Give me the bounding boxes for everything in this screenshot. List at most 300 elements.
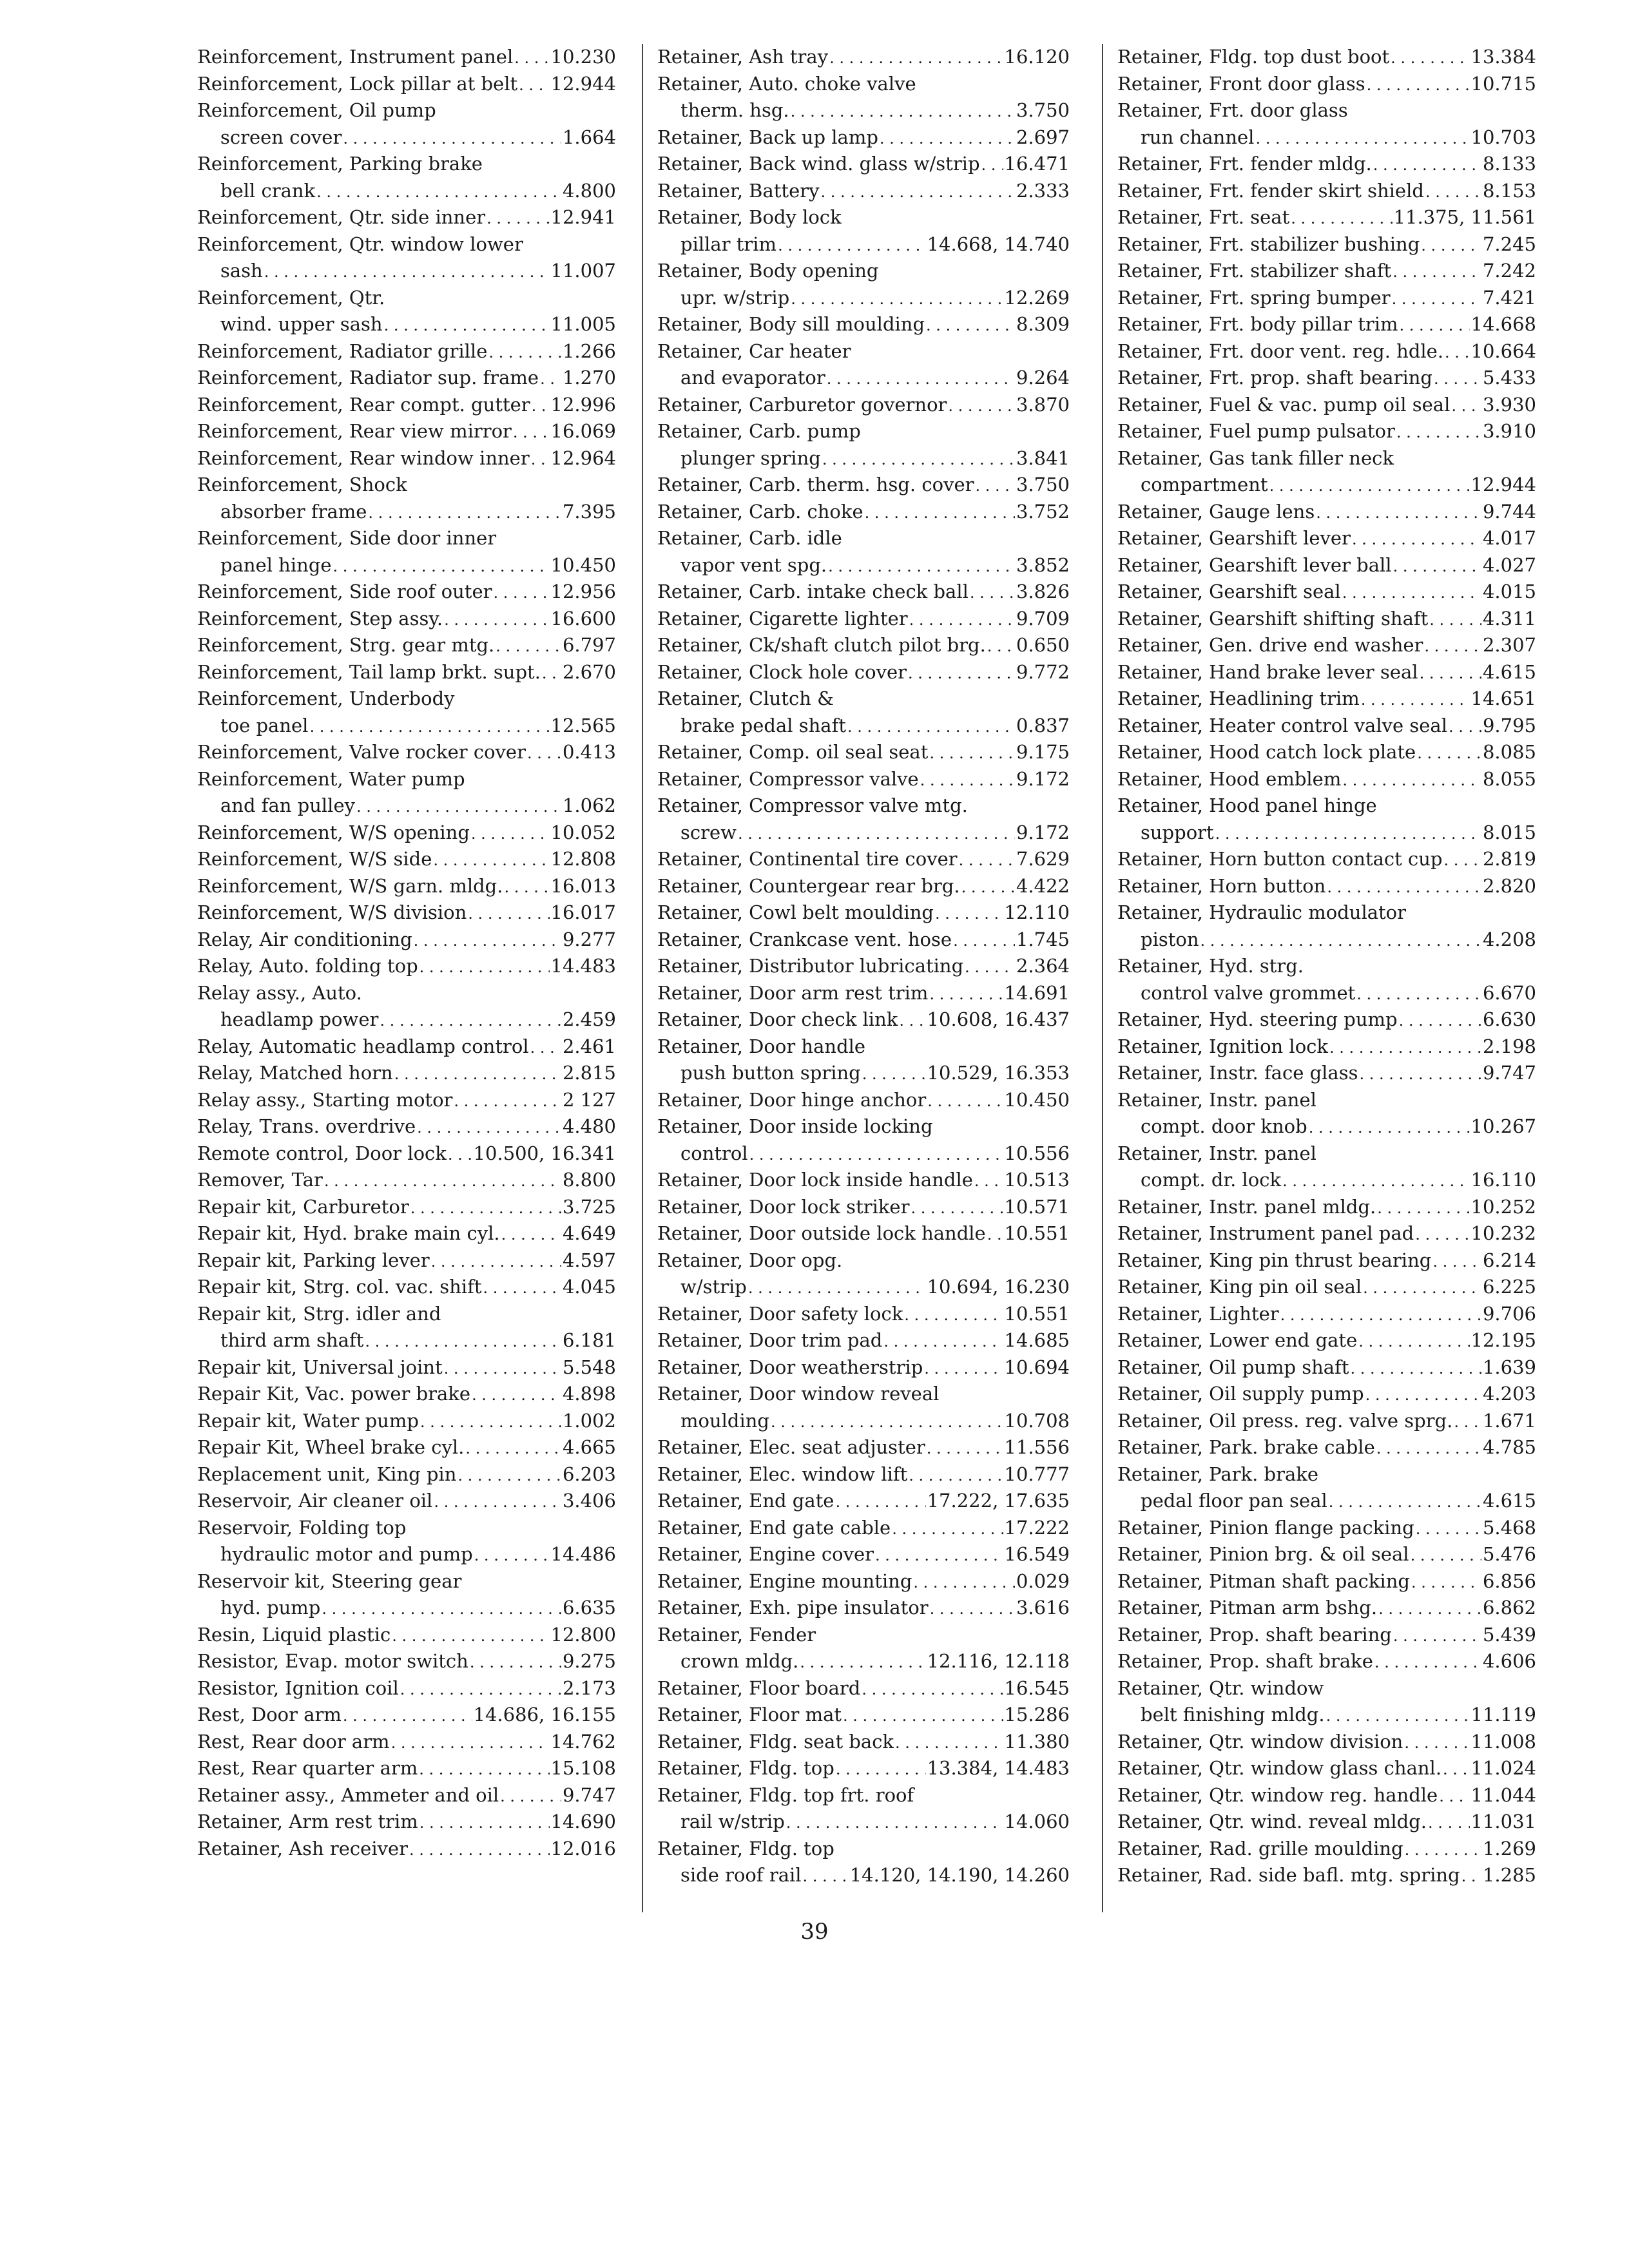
index-entry-reference: 11.031 xyxy=(1470,1811,1536,1832)
index-entry-reference: 4.898 xyxy=(562,1383,616,1405)
index-entry-term: control valve grommet xyxy=(1141,981,1356,1004)
dot-leader xyxy=(822,445,1015,472)
index-column-2 xyxy=(657,44,1070,1889)
index-entry-term: Retainer, Cigarette lighter xyxy=(657,607,908,629)
index-entry-term: Retainer, Gen. drive end washer xyxy=(1117,634,1423,656)
index-entry-term: absorber frame xyxy=(220,500,367,523)
dot-leader xyxy=(448,1140,472,1168)
index-entry-reference: 5.476 xyxy=(1482,1543,1536,1565)
index-entry-term: Retainer, Ash tray xyxy=(657,46,829,68)
dot-leader xyxy=(444,606,549,633)
index-entry-term: Retainer, Qtr. wind. reveal mldg. xyxy=(1117,1811,1427,1832)
index-entry-term: Retainer, Frt. door vent. reg. hdle. xyxy=(1117,340,1444,362)
index-entry xyxy=(657,1301,1070,1328)
dot-leader xyxy=(920,766,1015,793)
dot-leader xyxy=(527,739,561,766)
dot-leader xyxy=(333,552,550,579)
index-entry-term: Retainer, Fender xyxy=(657,1623,816,1646)
index-entry xyxy=(1117,980,1536,1007)
index-entry-term: piston xyxy=(1141,928,1199,950)
dot-leader xyxy=(778,231,926,258)
index-entry-reference: 6.670 xyxy=(1482,981,1536,1004)
dot-leader xyxy=(1425,178,1481,205)
index-entry-term: Retainer, Oil supply pump xyxy=(1117,1383,1364,1405)
index-entry-term: Retainer, Headlining trim xyxy=(1117,687,1360,709)
index-entry xyxy=(1117,820,1536,847)
index-entry xyxy=(657,1381,1070,1408)
dot-leader xyxy=(1432,1247,1481,1274)
index-entry-term: w/strip xyxy=(680,1276,747,1298)
index-entry xyxy=(197,418,616,445)
index-entry-reference: 4.480 xyxy=(562,1115,616,1137)
index-entry xyxy=(1117,365,1536,392)
dot-leader xyxy=(1439,1782,1469,1809)
index-entry-term: Retainer, Gearshift seal xyxy=(1117,581,1341,602)
index-entry-reference: 5.439 xyxy=(1482,1623,1536,1646)
index-entry xyxy=(197,686,616,713)
index-entry-term: Relay, Trans. overdrive xyxy=(197,1115,416,1137)
dot-leader xyxy=(1352,525,1481,552)
dot-leader xyxy=(1361,686,1470,713)
index-entry-term: screw xyxy=(680,821,737,843)
dot-leader xyxy=(409,1836,550,1863)
index-entry xyxy=(197,739,616,766)
index-entry-reference: 3.826 xyxy=(1016,581,1070,602)
dot-leader xyxy=(1280,1301,1481,1328)
index-entry xyxy=(657,151,1070,178)
index-entry-reference: 10.529, 16.353 xyxy=(927,1062,1070,1084)
index-entry xyxy=(1117,927,1536,954)
index-entry xyxy=(1117,1247,1536,1274)
index-entry-reference: 4.800 xyxy=(562,179,616,202)
dot-leader xyxy=(400,1675,561,1702)
dot-leader xyxy=(1316,499,1481,526)
index-entry xyxy=(1117,97,1536,124)
index-entry-reference: 4.665 xyxy=(562,1436,616,1458)
index-entry-reference: 2.459 xyxy=(562,1008,616,1030)
dot-leader xyxy=(948,392,1015,419)
index-entry xyxy=(657,686,1070,713)
index-entry xyxy=(657,1755,1070,1782)
index-entry xyxy=(1117,1461,1536,1488)
dot-leader xyxy=(1291,204,1392,231)
index-entry-reference: 0.029 xyxy=(1016,1570,1070,1592)
index-entry xyxy=(657,1087,1070,1114)
index-entry-term: Resistor, Evap. motor switch xyxy=(197,1650,468,1672)
index-entry-term: Retainer, Floor mat xyxy=(657,1704,842,1725)
index-entry xyxy=(1117,1675,1536,1702)
index-entry-reference: 10.608, 16.437 xyxy=(927,1008,1070,1030)
index-entry-reference: 1.062 xyxy=(562,794,616,816)
index-entry-term: Resin, Liquid plastic xyxy=(197,1623,391,1646)
index-entry-term: hydraulic motor and pump xyxy=(220,1543,473,1565)
index-entry xyxy=(657,1033,1070,1061)
dot-leader xyxy=(749,1140,1003,1168)
dot-leader xyxy=(771,1408,1003,1435)
index-entry-term: compt. door knob xyxy=(1141,1115,1307,1137)
index-entry xyxy=(657,44,1070,71)
index-entry-term: Retainer, Engine cover xyxy=(657,1543,874,1565)
index-entry-term: Relay assy., Auto. xyxy=(197,981,362,1004)
index-entry xyxy=(1117,1220,1536,1247)
index-entry-term: Retainer, Engine mounting xyxy=(657,1570,912,1592)
dot-leader xyxy=(1373,151,1481,178)
index-column-3 xyxy=(1117,44,1536,1889)
index-entry-reference: 8.133 xyxy=(1482,153,1536,175)
dot-leader xyxy=(1367,71,1470,98)
index-entry-reference: 4.615 xyxy=(1482,660,1536,683)
index-entry xyxy=(657,953,1070,980)
index-entry-reference: 4.027 xyxy=(1482,553,1536,576)
index-entry-term: Retainer, Carb. intake check ball xyxy=(657,581,969,602)
index-entry-reference: 4.208 xyxy=(1482,928,1536,950)
dot-leader xyxy=(419,1755,549,1782)
index-entry-term: Retainer, Oil press. reg. valve sprg. xyxy=(1117,1409,1453,1432)
index-entry-reference: 3.750 xyxy=(1016,474,1070,495)
index-entry xyxy=(1117,1755,1536,1782)
index-entry xyxy=(1117,311,1536,338)
index-entry-reference: 10.052 xyxy=(550,821,616,843)
index-entry-term: Retainer, Gearshift shifting shaft xyxy=(1117,607,1429,629)
index-entry-term: Retainer, Distributor lubricating xyxy=(657,955,964,977)
index-entry xyxy=(1117,1809,1536,1836)
dot-leader xyxy=(468,899,549,927)
index-entry-term: Retainer, Instr. panel mldg. xyxy=(1117,1195,1376,1218)
dot-leader xyxy=(800,1648,925,1675)
dot-leader xyxy=(542,659,561,686)
index-entry xyxy=(1117,151,1536,178)
index-entry-reference: 4.597 xyxy=(562,1249,616,1271)
index-entry-reference: 10.551 xyxy=(1004,1302,1070,1325)
dot-leader xyxy=(926,311,1015,338)
index-entry-term: Retainer, Rad. grille moulding xyxy=(1117,1837,1403,1860)
dot-leader xyxy=(930,1595,1015,1622)
index-entry-term: Retainer, Compressor valve mtg. xyxy=(657,794,968,816)
index-entry-reference: 6.214 xyxy=(1482,1249,1536,1271)
index-entry-term: Retainer, Rad. side bafl. mtg. spring xyxy=(1117,1864,1460,1886)
index-entry xyxy=(1117,178,1536,205)
index-entry-reference: 16.110 xyxy=(1470,1169,1536,1191)
index-entry-term: Reinforcement, Parking brake xyxy=(197,153,483,175)
index-entry xyxy=(657,846,1070,873)
index-entry-term: Retainer, Fldg. top xyxy=(657,1837,834,1860)
index-entry-term: Retainer, Park. brake cable xyxy=(1117,1436,1375,1458)
index-entry xyxy=(197,1434,616,1461)
index-entry xyxy=(1117,1729,1536,1756)
index-entry-term: bell crank xyxy=(220,179,316,202)
dot-leader xyxy=(458,1461,561,1488)
dot-leader xyxy=(1342,579,1481,606)
index-entry-term: Retainer, Fldg. top frt. roof xyxy=(657,1783,914,1806)
index-entry-reference: 6.225 xyxy=(1482,1276,1536,1298)
index-entry-reference: 1.639 xyxy=(1482,1356,1536,1378)
index-entry-term: push button spring xyxy=(680,1062,861,1084)
dot-leader xyxy=(908,659,1015,686)
index-entry-term: wind. upper sash xyxy=(220,313,383,335)
index-entry-reference: 14.060 xyxy=(1004,1811,1070,1832)
index-entry-term: brake pedal shaft xyxy=(680,714,846,736)
index-entry xyxy=(1117,686,1536,713)
index-entry-term: Reservoir kit, Steering gear xyxy=(197,1570,462,1592)
index-entry xyxy=(197,178,616,205)
index-entry-term: Retainer, Hyd. steering pump xyxy=(1117,1008,1398,1030)
index-entry-reference: 5.548 xyxy=(562,1356,616,1378)
index-entry-term: Reinforcement, Side door inner xyxy=(197,527,497,549)
index-entry xyxy=(657,1862,1070,1889)
index-entry xyxy=(197,632,616,659)
index-entry-reference: 12.944 xyxy=(1470,474,1536,495)
index-entry xyxy=(197,552,616,579)
index-entry-term: Retainer, Hydraulic modulator xyxy=(1117,901,1406,923)
index-entry-reference: 14.762 xyxy=(550,1730,616,1753)
index-entry-term: Reinforcement, Qtr. xyxy=(197,286,385,309)
index-entry xyxy=(197,1033,616,1061)
index-entry-reference: 2.815 xyxy=(562,1062,616,1084)
index-entry-term: Retainer, Door handle xyxy=(657,1035,866,1057)
index-entry xyxy=(657,311,1070,338)
dot-leader xyxy=(1309,1113,1470,1140)
index-entry xyxy=(197,1087,616,1114)
index-entry-term: Retainer, Body opening xyxy=(657,260,879,282)
dot-leader xyxy=(1329,1033,1481,1061)
index-entry xyxy=(657,365,1070,392)
index-entry-term: Retainer, Qtr. window division xyxy=(1117,1730,1403,1753)
index-entry xyxy=(1117,1354,1536,1381)
index-entry xyxy=(197,392,616,419)
dot-leader xyxy=(1434,365,1481,392)
index-entry xyxy=(1117,899,1536,927)
dot-leader xyxy=(444,1354,561,1381)
index-entry-reference: 4.045 xyxy=(562,1276,616,1298)
index-entry-reference: 14.120, 14.190, 14.260 xyxy=(849,1864,1070,1886)
dot-leader xyxy=(970,579,1015,606)
index-entry xyxy=(657,899,1070,927)
index-entry-reference: 4.311 xyxy=(1482,607,1536,629)
index-entry xyxy=(197,1782,616,1809)
index-entry xyxy=(1117,1087,1536,1114)
index-entry xyxy=(197,1461,616,1488)
dot-leader xyxy=(316,178,561,205)
index-entry xyxy=(197,1595,616,1622)
index-entry-term: upr. w/strip xyxy=(680,286,790,309)
index-entry xyxy=(1117,579,1536,606)
index-entry-reference: 2.697 xyxy=(1016,126,1070,148)
index-entry-term: Rest, Rear quarter arm xyxy=(197,1757,418,1779)
index-entry-term: Retainer, Elec. window lift xyxy=(657,1463,908,1485)
index-entry-reference: 10.715 xyxy=(1470,72,1536,95)
index-entry-term: Retainer, Hyd. strg. xyxy=(1117,955,1304,977)
dot-leader xyxy=(924,1354,1003,1381)
index-entry-reference: 4.649 xyxy=(562,1222,616,1244)
dot-leader xyxy=(1393,258,1481,285)
index-entry-term: Relay, Auto. folding top xyxy=(197,955,418,977)
dot-leader xyxy=(414,927,561,954)
index-entry xyxy=(657,1408,1070,1435)
index-entry-term: Retainer, Door hinge anchor xyxy=(657,1088,927,1111)
dot-leader xyxy=(1393,552,1481,579)
index-entry-term: sash xyxy=(220,260,263,282)
index-entry-term: Retainer, Ignition lock xyxy=(1117,1035,1328,1057)
dot-leader xyxy=(1411,1541,1481,1568)
dot-leader xyxy=(1377,1194,1469,1221)
dot-leader xyxy=(324,1167,561,1194)
index-entry-term: Retainer, Compressor valve xyxy=(657,767,919,790)
index-entry-term: plunger spring xyxy=(680,447,821,469)
dot-leader xyxy=(1282,1167,1469,1194)
index-entry-term: Retainer, Body lock xyxy=(657,206,842,228)
dot-leader xyxy=(1360,1060,1481,1087)
dot-leader xyxy=(483,1274,561,1301)
dot-leader xyxy=(927,1434,1003,1461)
index-entry-term: Retainer, Horn button xyxy=(1117,874,1326,897)
index-entry-reference: 9.747 xyxy=(562,1783,616,1806)
index-entry-reference: 1.269 xyxy=(1482,1837,1536,1860)
index-entry-reference: 0.837 xyxy=(1016,714,1070,736)
dot-leader xyxy=(1405,1836,1481,1863)
index-entry xyxy=(657,1194,1070,1221)
index-entry-reference: 10.556 xyxy=(1004,1142,1070,1164)
dot-leader xyxy=(493,579,549,606)
dot-leader xyxy=(343,124,561,151)
index-entry xyxy=(657,873,1070,900)
index-entry-term: Retainer, Door lock inside handle xyxy=(657,1169,973,1191)
index-entry xyxy=(197,1702,616,1729)
index-entry-reference: 17.222 xyxy=(1004,1516,1070,1539)
dot-leader xyxy=(911,1194,1003,1221)
index-entry xyxy=(657,1782,1070,1809)
dot-leader xyxy=(748,1274,926,1301)
index-entry-reference: 2.820 xyxy=(1482,874,1536,897)
dot-leader xyxy=(1415,1220,1469,1247)
index-entry-reference: 10.694 xyxy=(1004,1356,1070,1378)
index-entry-reference: 15.286 xyxy=(1004,1704,1070,1725)
index-entry-reference: 4.785 xyxy=(1482,1436,1536,1458)
index-entry xyxy=(657,1729,1070,1756)
index-entry-reference: 16.069 xyxy=(550,420,616,442)
index-entry-reference: 9.747 xyxy=(1482,1062,1536,1084)
index-entry xyxy=(197,606,616,633)
index-entry-term: support xyxy=(1141,821,1214,843)
index-entry-reference: 2.819 xyxy=(1482,848,1536,870)
index-entry xyxy=(657,552,1070,579)
index-entry-term: Retainer, Continental tire cover xyxy=(657,848,958,870)
index-entry-reference: 12.808 xyxy=(550,848,616,870)
dot-leader xyxy=(488,338,561,365)
index-entry-term: Retainer, Pitman arm bshg. xyxy=(1117,1597,1378,1619)
dot-leader xyxy=(975,472,1014,499)
dot-leader xyxy=(1449,713,1481,740)
index-entry-term: Retainer, Back wind. glass w/strip xyxy=(657,153,980,175)
index-entry-term: Retainer, Oil pump shaft xyxy=(1117,1356,1349,1378)
index-entry-term: Retainer, Qtr. window xyxy=(1117,1677,1324,1699)
index-entry-term: Retainer, Instr. panel xyxy=(1117,1088,1316,1111)
index-entry-reference: 0.413 xyxy=(562,741,616,763)
index-entry-reference: 10.450 xyxy=(550,553,616,576)
index-entry-reference: 7.421 xyxy=(1482,286,1536,309)
index-entry xyxy=(1117,1408,1536,1435)
index-entry-term: Repair kit, Parking lever xyxy=(197,1249,430,1271)
index-entry xyxy=(657,472,1070,499)
index-entry-term: run channel xyxy=(1141,126,1255,148)
index-entry xyxy=(1117,632,1536,659)
index-entry xyxy=(1117,1622,1536,1649)
index-entry-term: panel hinge xyxy=(220,553,332,576)
index-entry-term: Retainer, Carb. therm. hsg. cover xyxy=(657,474,974,495)
index-entry-term: compt. dr. lock xyxy=(1141,1169,1282,1191)
index-entry xyxy=(1117,1702,1536,1729)
index-entry-reference: 16.471 xyxy=(1004,153,1070,175)
index-entry-term: Retainer, Back up lamp xyxy=(657,126,878,148)
index-entry-term: Reinforcement, Side roof outer xyxy=(197,581,492,602)
index-entry xyxy=(1117,418,1536,445)
dot-leader xyxy=(875,1541,1003,1568)
index-entry-term: Retainer, Frt. stabilizer bushing xyxy=(1117,233,1420,255)
dot-leader xyxy=(974,1167,1003,1194)
dot-leader xyxy=(368,499,561,526)
index-entry xyxy=(1117,1862,1536,1889)
index-entry-term: Reinforcement, W/S garn. mldg. xyxy=(197,874,503,897)
index-entry xyxy=(1117,124,1536,151)
index-entry-term: Repair kit, Water pump xyxy=(197,1409,419,1432)
index-entry xyxy=(657,97,1070,124)
index-entry-reference: 2.333 xyxy=(1016,179,1070,202)
index-entry xyxy=(657,1595,1070,1622)
dot-leader xyxy=(465,1434,561,1461)
index-entry xyxy=(1117,953,1536,980)
index-entry-reference: 1.745 xyxy=(1016,928,1070,950)
index-entry xyxy=(1117,1006,1536,1033)
column-divider-1 xyxy=(642,44,643,1912)
index-entry xyxy=(1117,606,1536,633)
dot-leader xyxy=(1417,739,1481,766)
index-entry xyxy=(657,793,1070,820)
index-entry-term: Repair kit, Carburetor xyxy=(197,1195,409,1218)
index-entry-term: side roof rail xyxy=(680,1864,802,1886)
index-entry-reference: 15.108 xyxy=(550,1757,616,1779)
index-entry-term: Remover, Tar xyxy=(197,1169,323,1191)
index-entry xyxy=(1117,1167,1536,1194)
index-entry-reference: 1.285 xyxy=(1482,1864,1536,1886)
index-entry-term: Retainer, Comp. oil seal seat xyxy=(657,741,929,763)
index-entry-term: Retainer, Frt. prop. shaft bearing xyxy=(1117,367,1432,389)
index-entry xyxy=(197,1301,616,1328)
index-entry xyxy=(197,311,616,338)
index-entry-term: Retainer, Ck/shaft clutch pilot brg. xyxy=(657,634,986,656)
dot-leader xyxy=(843,1702,1003,1729)
dot-leader xyxy=(1200,927,1481,954)
dot-leader xyxy=(434,1488,561,1515)
index-entry-reference: 2.307 xyxy=(1482,634,1536,656)
index-entry-reference: 8.015 xyxy=(1482,821,1536,843)
index-entry-term: Reservoir, Folding top xyxy=(197,1516,407,1539)
index-entry-term: Reinforcement, Instrument panel xyxy=(197,46,514,68)
index-entry xyxy=(1117,552,1536,579)
index-entry xyxy=(1117,258,1536,285)
index-entry-term: Retainer, Crankcase vent. hose xyxy=(657,928,952,950)
index-entry-reference: 10.694, 16.230 xyxy=(927,1276,1070,1298)
index-entry-reference: 11.556 xyxy=(1004,1436,1070,1458)
index-entry-reference: 11.007 xyxy=(550,260,616,282)
index-entry xyxy=(657,1541,1070,1568)
dot-leader xyxy=(384,311,550,338)
index-entry-term: hyd. pump xyxy=(220,1597,321,1619)
index-entry xyxy=(1117,1515,1536,1542)
index-entry-reference: 16.013 xyxy=(550,874,616,897)
dot-leader xyxy=(1376,1434,1481,1461)
index-entry-reference: 6.181 xyxy=(562,1329,616,1351)
index-entry-reference: 9.172 xyxy=(1016,767,1070,790)
index-entry-reference: 10.777 xyxy=(1004,1463,1070,1485)
